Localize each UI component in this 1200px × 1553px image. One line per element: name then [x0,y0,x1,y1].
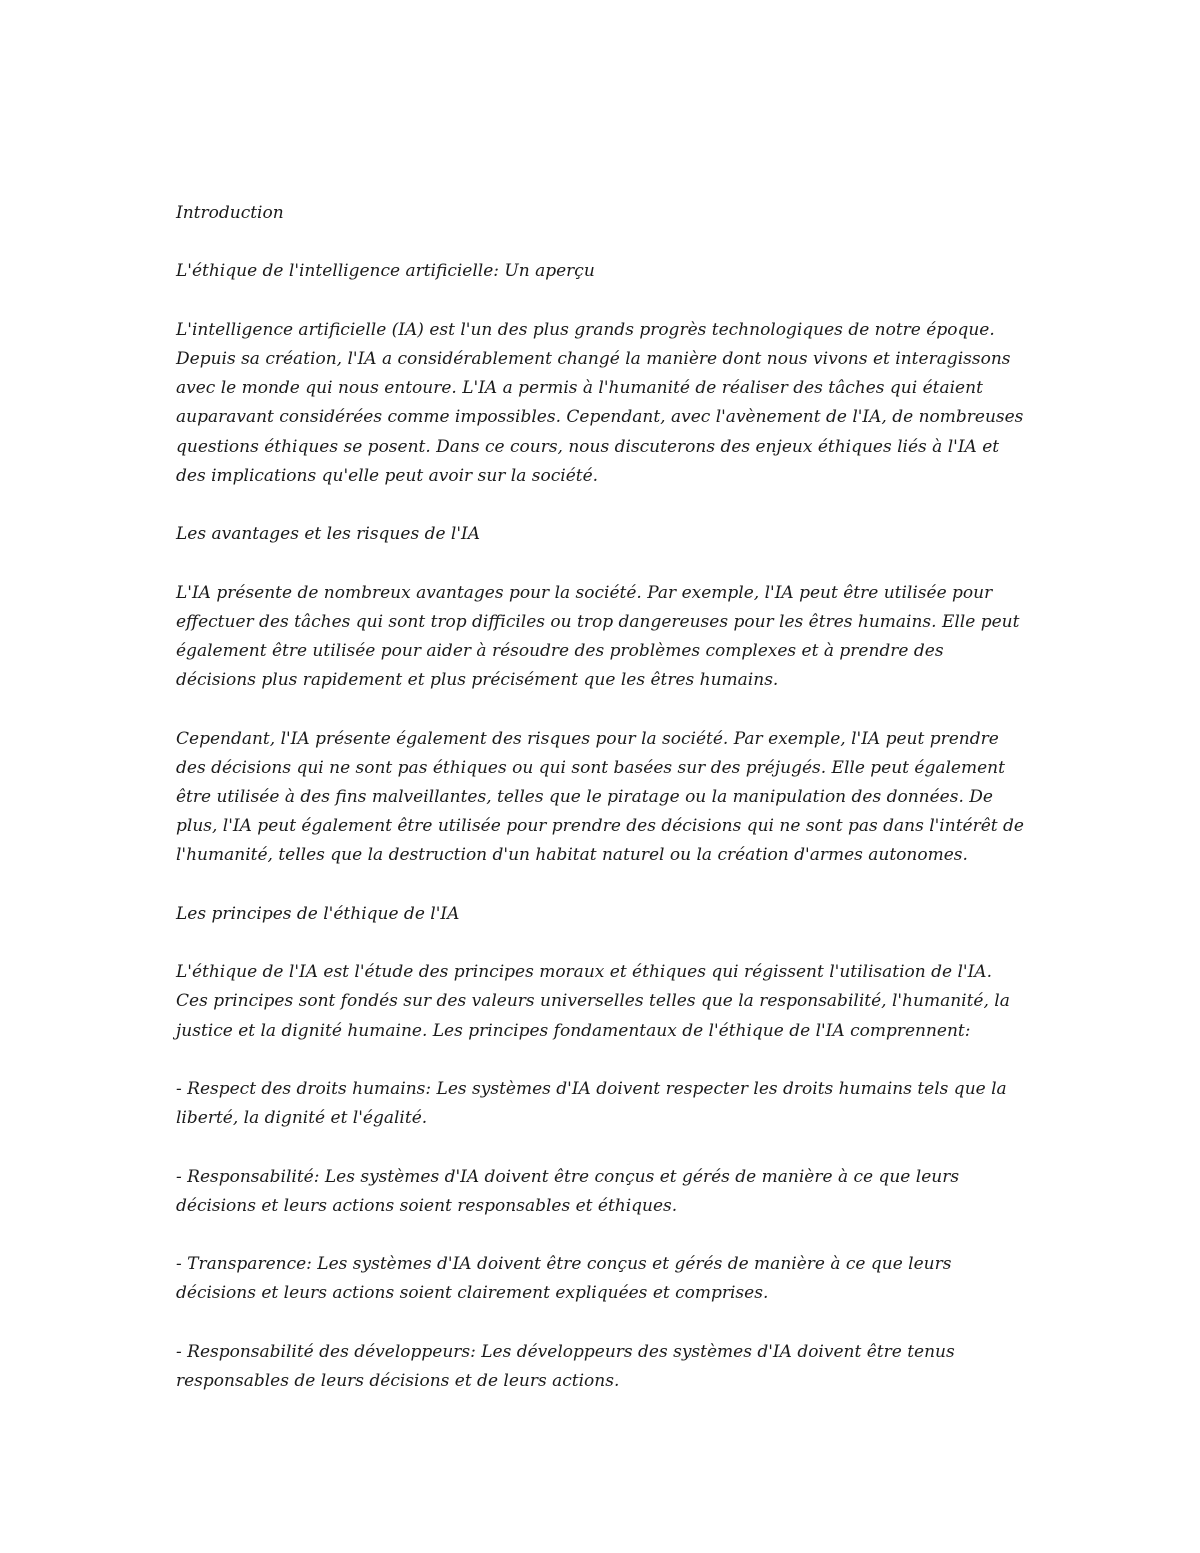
principle-item-transparency: - Transparence: Les systèmes d'IA doivent être conçus et gérés de manière à ce que leurs décisions et leurs actions soient clairement expliquées et comprises. [176,1254,952,1304]
risks-paragraph: Cependant, l'IA présente également des risques pour la société. Par exemple, l'IA peut prendre des décisions qui ne sont pas éthiques ou qui sont basées sur des préjugés. Elle peut également être utilisée à des fins malveillantes, telles que le piratage ou la manipulation des données. De plus, l'IA peut également être utilisée pour prendre des décisions qui ne sont pas dans l'intérêt de l'humanité, telles que la destruction d'un habitat naturel ou la création d'armes autonomes. [176,728,1024,866]
document-title: L'éthique de l'intelligence artificielle: Un aperçu [176,261,595,282]
document-heading: Introduction [176,203,284,223]
document-body [176,199,1026,1425]
principles-paragraph: L'éthique de l'IA est l'étude des principes moraux et éthiques qui régissent l'utilisation de l'IA. Ces principes sont fondés sur des valeurs universelles telles que la responsabilité, l'humanité, la justice et la dignité humaine. Les principes fondamentaux de l'éthique de l'IA comprennent: [176,962,1010,1041]
intro-paragraph: L'intelligence artificielle (IA) est l'un des plus grands progrès technologiques de notre époque. Depuis sa création, l'IA a considérablement changé la manière dont nous vivons et interagissons avec le monde qui nous entoure. L'IA a permis à l'humanité de réaliser des tâches qui étaient auparavant considérées comme impossibles. Cependant, avec l'avènement de l'IA, de nombreuses questions éthiques se posent. Dans ce cours, nous discuterons des enjeux éthiques liés à l'IA et des implications qu'elle peut avoir sur la société. [176,319,1024,486]
section-heading-principles: Les principes de l'éthique de l'IA [176,903,460,924]
principle-item-developer-accountability: - Responsabilité des développeurs: Les développeurs des systèmes d'IA doivent être tenus responsables de leurs décisions et de leurs actions. [176,1341,955,1391]
advantages-paragraph: L'IA présente de nombreux avantages pour la société. Par exemple, l'IA peut être utilisée pour effectuer des tâches qui sont trop difficiles ou trop dangereuses pour les êtres humains. Elle peut également être utilisée pour aider à résoudre des problèmes complexes et à prendre des décisions plus rapidement et plus précisément que les êtres humains. [176,582,1020,691]
section-heading-advantages-risks: Les avantages et les risques de l'IA [176,524,481,545]
principle-item-human-rights: - Respect des droits humains: Les systèmes d'IA doivent respecter les droits humains tels que la liberté, la dignité et l'égalité. [176,1078,1007,1129]
principle-item-responsibility: - Responsabilité: Les systèmes d'IA doivent être conçus et gérés de manière à ce que leurs décisions et leurs actions soient responsables et éthiques. [176,1166,960,1216]
